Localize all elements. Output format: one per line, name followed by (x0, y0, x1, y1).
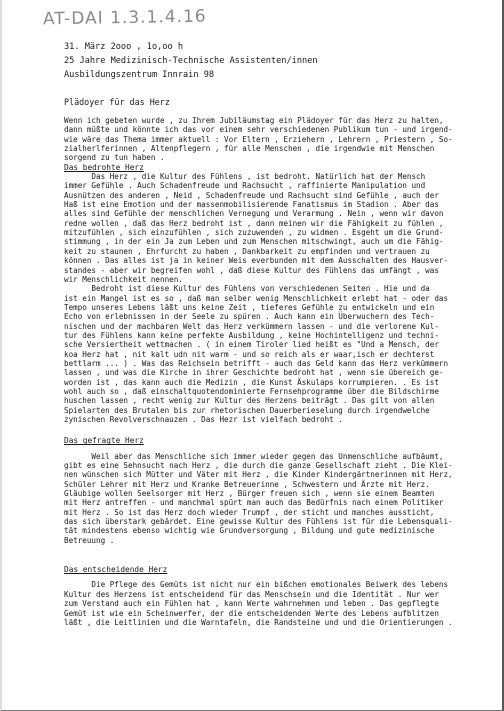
text-line: Betreuung . (64, 535, 115, 545)
text-line: wie wäre das Thema immer aktuell : Vor Eltern , Erziehern , Lehrern , Priestern , So- (64, 134, 453, 144)
document-title: Plädoyer für das Herz (64, 97, 170, 107)
event-line: 25 Jahre Medizinisch-Technische Assistenten/innen (64, 56, 318, 66)
text-line: Gemüt ist wie ein Scheinwerfer, der die entscheidenden Werte des Lebens aufblitzen (64, 608, 439, 618)
text-line: nen wünschen sich Mütter und Väter mit Herz , die Kinder Kindergärtnerinnen mit Herz, (64, 470, 453, 480)
text-line: worden ist , das kann auch die Medizin , die Kunst Äskulaps korrumpieren. . Es ist (64, 377, 439, 387)
text-line: koa Herz hat , nit kalt udn nit warm - und so reich als er waar,isch er dechterst (64, 349, 435, 359)
text-line: Spielarten des Brutalen bis zur rhetorischen Dauerberieselung durch irgendwelche (64, 405, 430, 415)
document-body (64, 116, 496, 627)
text-line: lassen , und was die Kirche in ihrer Geschichte bedroht hat , wenn sie übereich ge- (64, 368, 444, 378)
text-line: tur des Fühlens kann keine perfekte Ausbildung , keine Hochintelligenz und techni- (64, 330, 439, 340)
text-line: Schüler Lehrer mit Herz und Kranke Betreuerinne , Schwestern und Ärzte mit Herz. (64, 479, 430, 489)
text-line: gibt es eine Sehnsucht nach Herz , die durch die ganze Gesellschaft zieht . Die Klei- (64, 461, 453, 471)
text-line: zialherlferinnen , Altenpflegern , für alle Menschen , die irgendwie mit Menschen (64, 144, 435, 154)
text-line: Das Herz , die Kultur des Fühlens , ist bedroht. Natürlich hat der Mensch (64, 172, 426, 182)
intro-paragraph (64, 116, 496, 163)
text-line: zum Verstand auch ein Fühlen hat , kann Werte wahrnehmen und leben . Das gepflegte (64, 599, 439, 609)
section-heading: Das entscheidende Herz (64, 565, 168, 575)
text-line: ist ein Mangel ist es so , daß man selber wenig Menschlichkeit erlebt hat - oder das (64, 293, 449, 303)
text-line: redne wollen , daß das Herz bedroht ist , dann meinen wir die Fähigkeit zu fühlen , (64, 218, 444, 228)
text-line: mit Herz . So ist das Herz doch wieder Trumpf , der sticht und manches aussticht, (64, 507, 435, 517)
body-paragraph (64, 580, 496, 627)
text-line: sorgend zu tun haben . (64, 153, 165, 163)
text-line: zynischen Revolverschnauzen . Das Hezr ist vielfach bedroht . (64, 415, 343, 424)
text-line: Kultur des Herzens ist entscheidend für das Menschsein und die Identität . Nur wer (64, 589, 439, 599)
text-line: immer Gefühle . Auch Schadenfreude und Rachsucht , raffinierte Manipulation und (64, 181, 426, 191)
archive-stamp: AT-DAI 1.3.1.4.16 (42, 6, 207, 30)
text-line: Gläubige wollen Seelsorger mit Herz , Bürger freuen sich , wenn sie einem Beamten (64, 489, 435, 499)
text-line: tät mindestens ebenso wichtig wie Grundversorgung , Bildung und gute medizinische (64, 526, 435, 536)
body-paragraph (64, 452, 496, 545)
text-line: mit Herz antreffen - und manchmal spürt man auch das Bedürfnis nach einem Politiker (64, 498, 444, 508)
date-line: 31. März 2ooo , 1o,oo h (64, 42, 183, 52)
text-line: Ausnützen des anderen , Neid , Schadenfreude und Rachsucht sind Gefühle , auch der (64, 190, 439, 200)
text-line: alles sind Gefühle der menschlichen Vernegung und Verarmung . Nein , wenn wir davon (64, 209, 444, 219)
text-line: können . Das alles ist ja in keiner Weis everbunden mit dem Ausschalten des Hausver- (64, 256, 449, 266)
body-paragraph (64, 172, 496, 284)
text-line: mitzufühlen , sich einzufühlen , sich zuzuwenden , zu widmen . Esgeht um die Grund- (64, 228, 444, 238)
body-paragraph (64, 284, 496, 424)
text-line: standes - aber wir begreifen wohl , daß diese Kultur des Fühlens das umfängt , was (64, 265, 439, 275)
text-line: wir Menschlichkeit nennen. (64, 274, 183, 284)
text-line: sche Versiertheit wettmachen . ( in einem Tiroler lied heißt es "Und a Mensch, der (64, 340, 439, 350)
text-line: Wenn ich gebeten wurde , zu Ihrem Jubiläumstag ein Plädoyer für das Herz zu halten, (64, 116, 444, 125)
text-line: läßt , die Leitlinien und die Warntafeln, die Randsteine und und die Orientierungen . (64, 617, 453, 627)
text-line: das sich überstark gebärdet. Eine gewisse Kultur des Fühlens ist für die Lebensquali- (64, 517, 453, 527)
venue-line: Ausbildungszentrum Innrain 98 (64, 70, 215, 80)
text-line: Bedroht ist diese Kultur des Fühlens von verschiedenen Seiten . Hie und da (64, 284, 430, 294)
section-heading: Das bedrohte Herz (64, 162, 144, 172)
text-line: stimmung , in der ein Ja zum Leben und zum Menschen mitschwingt, auch um die Fähig- (64, 237, 444, 247)
text-line: nischen und der machbaren Welt das Herz verkümmern lassen - und die verlorene Kul- (64, 321, 439, 331)
section-heading: Das gefragte Herz (64, 436, 144, 446)
text-line: dann müßte und könnte ich das vor einem sehr verschiedenen Publikum tun - und irgend- (64, 125, 453, 135)
text-line: Echo von erlebnissen in der Seele zu spüren . Auch kann ein Überwuchern des Tech- (64, 312, 435, 322)
text-line: wohl auch so , daß einschaltquotendominierte Fernsehprogramme über die Bildschirme (64, 386, 439, 396)
text-line: bettlarm ... ) . Was das Reichsein betrifft - auch das Geld kann das Herz verkümmern (64, 358, 449, 368)
text-line: Die Pflege des Gemüts ist nicht nur ein bißchen emotionales Beiwerk des lebens (64, 580, 449, 590)
text-line: Weil aber das Menschliche sich immer wieder gegen das Unmenschliche aufbäumt, (64, 451, 444, 461)
text-line: huschen lassen , recht wenig zur Kultur des Herzens beiträgt . Das gilt von allen (64, 396, 435, 406)
text-line: Haß ist eine Emotion und der massenmobilisierende Fanatismus im Stadion . Aber das (64, 200, 439, 210)
text-line: Tempo unseres Lebens läßt uns keine Zeit , tieferes Gefühle zu entwickeln und ein (64, 302, 435, 312)
text-line: keit zu staunen , Ehrfurcht zu haben , Dankbarkeit zu empfinden und vertrauen zu (64, 246, 430, 256)
